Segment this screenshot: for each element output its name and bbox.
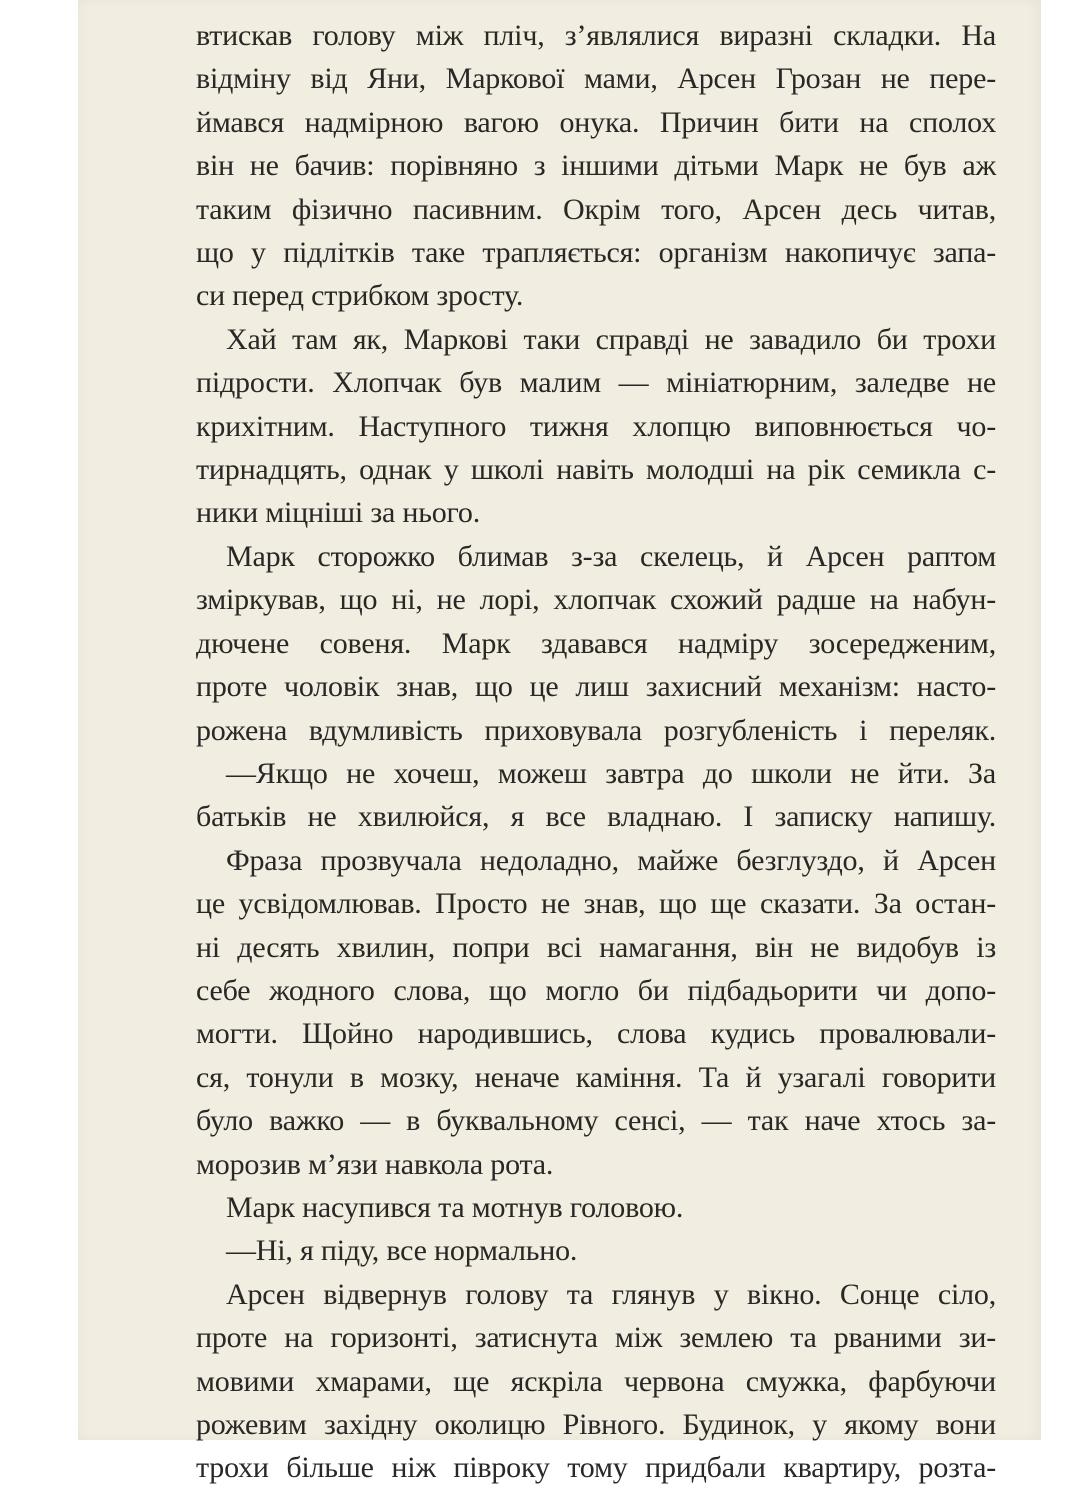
text-line: що у підлітків таке трапляється: організм накопичує запа- [196,236,996,270]
text-line: таким фізично пасивним. Окрім того, Арсен десь читав, [196,192,996,226]
text-line: проте чоловік знав, що це лиш захисний механізм: насто- [196,670,996,704]
text-line: крихітним. Наступного тижня хлопцю виповнюється чо- [196,409,996,443]
text-line: —Якщо не хочеш, можеш завтра до школи не йти. За [226,756,996,790]
text-line: батьків не хвилюйся, я все владнаю. І записку напишу. [196,800,996,834]
text-line: Хай там як, Маркові таки справді не завадило би трохи [226,322,996,356]
text-line: зміркував, що ні, не лорі, хлопчак схожий радше на набун- [196,583,996,617]
text-line: Марк насупився та мотнув головою. [226,1190,684,1224]
text-line: —Ні, я піду, все нормально. [226,1234,578,1268]
text-line: себе жодного слова, що могло би підбадьорити чи допо- [196,973,996,1007]
text-line: трохи більше ніж півроку тому придбали квартиру, розта- [196,1451,996,1485]
text-line: Арсен відвернув голову та глянув у вікно. Сонце сіло, [226,1277,996,1311]
text-line: ся, тонули в мозку, неначе каміння. Та й узагалі говорити [196,1060,996,1094]
text-line: він не бачив: порівняно з іншими дітьми Марк не був аж [196,149,996,183]
text-line: тирнадцять, однак у школі навіть молодші на рік семикла с- [196,453,996,487]
text-line: рожена вдумливість приховувала розгубленість і переляк. [196,713,996,747]
text-line: рожевим західну околицю Рівного. Будинок, у якому вони [196,1408,996,1441]
text-line: мовими хмарами, ще яскріла червона смужка, фарбуючи [196,1364,996,1398]
text-line: було важко — в буквальному сенсі, — так наче хтось за- [196,1104,996,1138]
text-line: це усвідомлював. Просто не знав, що ще сказати. За остан- [196,887,996,921]
text-line: дючене совеня. Марк здавався надміру зосередженим, [196,626,996,660]
text-line: ники міцніші за нього. [196,496,480,530]
text-line: ні десять хвилин, попри всі намагання, він не видобув із [196,930,996,964]
text-line: си перед стрибком зросту. [196,279,524,313]
text-line: Фраза прозвучала недоладно, майже безглуздо, й Арсен [226,843,996,877]
text-line: підрости. Хлопчак був малим — мініатюрним, заледве не [196,366,996,400]
text-line: Марк сторожко блимав з-за скелець, й Арсен раптом [226,539,996,573]
text-line: морозив м’язи навкола рота. [196,1147,554,1181]
text-line: могти. Щойно народившись, слова кудись провалювали- [196,1017,996,1051]
body-text [196,14,996,1490]
book-page [78,0,1041,1485]
text-line: ймався надмірною вагою онука. Причин бити на сполох [196,105,996,139]
text-line: втискав голову між пліч, з’являлися виразні складки. На [196,19,996,52]
text-line: відміну від Яни, Маркової мами, Арсен Грозан не пере- [196,62,996,96]
text-line: проте на горизонті, затиснута між землею та рваними зи- [196,1321,996,1355]
